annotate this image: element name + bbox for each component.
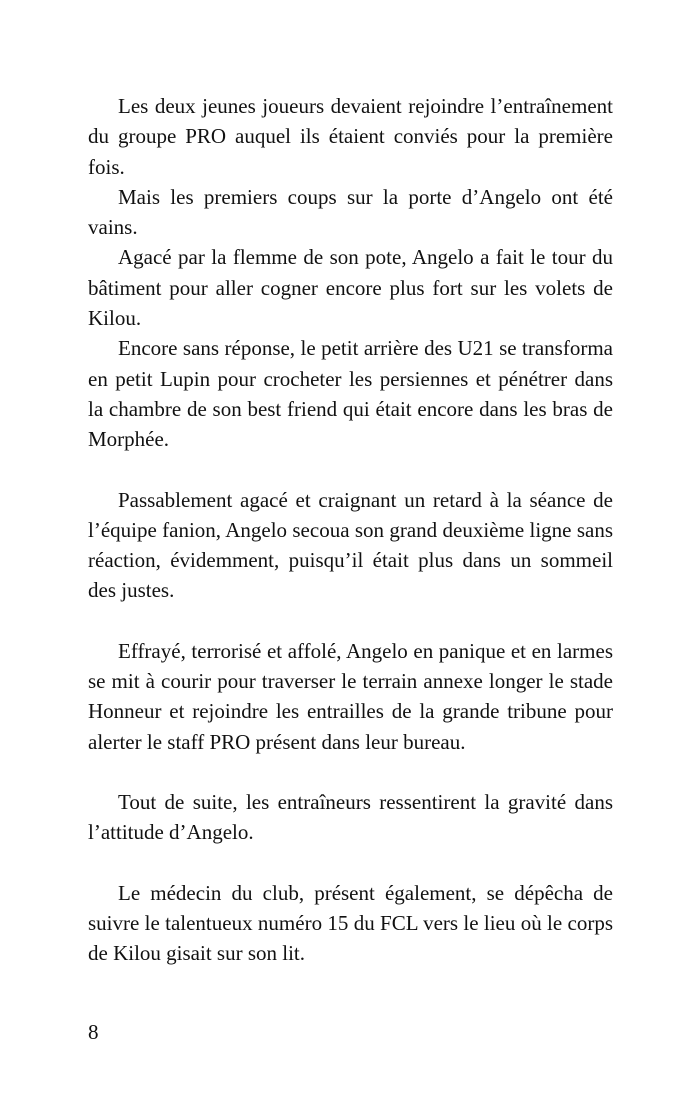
paragraph-4: Encore sans réponse, le petit arrière des U21 se transforma en petit Lupin pour crocheter les persiennes et pénétrer dans la chambre de son best friend qui était encore dans les bras de Morphée.	[88, 336, 613, 452]
paragraph-8: Le médecin du club, présent également, se dépêcha de suivre le talentueux numéro 15 du FCL vers le lieu où le corps de Kilou gisait sur son lit.	[88, 880, 613, 966]
body-text	[88, 91, 613, 968]
paragraph-7: Tout de suite, les entraîneurs ressentirent la gravité dans l’attitude d’Angelo.	[88, 789, 613, 845]
paragraph-2: Mais les premiers coups sur la porte d’Angelo ont été vains.	[88, 184, 613, 240]
paragraph-6: Effrayé, terrorisé et affolé, Angelo en panique et en larmes se mit à courir pour traverser le terrain annexe longer le stade Honneur et rejoindre les entrailles de la grande tribune pour alerter le staff PRO présent dans leur bureau.	[88, 638, 613, 754]
paragraph-3: Agacé par la flemme de son pote, Angelo a fait le tour du bâtiment pour aller cogner encore plus fort sur les volets de Kilou.	[88, 245, 613, 331]
paragraph-1: Les deux jeunes joueurs devaient rejoindre l’entraînement du groupe PRO auquel ils étaient conviés pour la première fois.	[88, 94, 613, 179]
paragraph-5: Passablement agacé et craignant un retard à la séance de l’équipe fanion, Angelo secoua son grand deuxième ligne sans réaction, évidemment, puisqu’il était plus dans un sommeil des justes.	[88, 487, 613, 603]
page-number: 8	[88, 1020, 99, 1044]
